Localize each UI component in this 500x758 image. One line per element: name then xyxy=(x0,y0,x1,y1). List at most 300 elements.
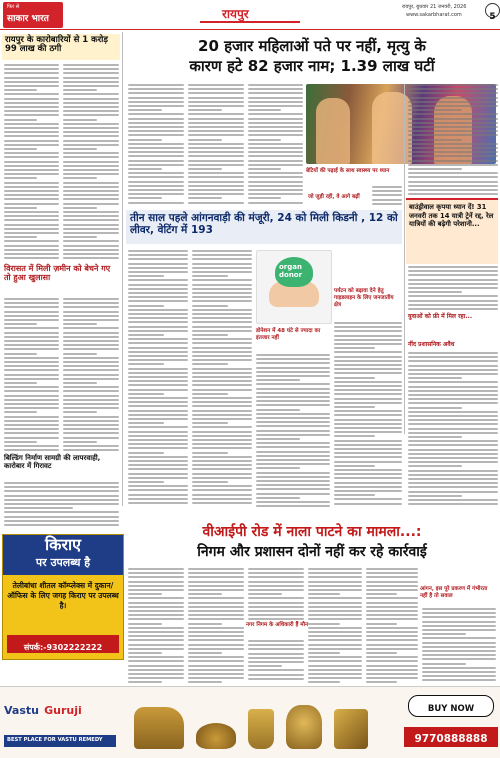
text-line xyxy=(128,489,188,491)
text-line xyxy=(192,334,228,336)
text-line xyxy=(63,315,119,317)
text-line xyxy=(334,461,402,463)
text-line xyxy=(128,669,184,671)
vastu-phone[interactable]: 9770888888 xyxy=(414,733,488,745)
text-line xyxy=(408,432,498,434)
brand-logo xyxy=(3,2,63,28)
text-line xyxy=(63,131,119,133)
text-line xyxy=(63,144,119,146)
text-line xyxy=(4,495,119,497)
text-line xyxy=(4,85,59,87)
text-line xyxy=(408,457,498,459)
text-line xyxy=(308,614,362,616)
text-line xyxy=(63,245,119,247)
text-line xyxy=(408,482,498,484)
text-line xyxy=(192,447,252,449)
text-line xyxy=(63,420,119,422)
anganwadi-subhead-2: पर्यटन को बढ़ावा देने हेतु गाइडलाइन के लिए जनजातीय क्षेत्र xyxy=(334,288,394,308)
text-line xyxy=(192,494,252,496)
text-line xyxy=(408,428,498,430)
text-line xyxy=(188,610,244,612)
text-line xyxy=(188,172,244,174)
anganwadi-subhead: डोनेशन में 48 घंटे से ज्यादा का इंतजार नहीं xyxy=(256,328,321,341)
text-line xyxy=(256,392,330,394)
text-line xyxy=(4,64,59,66)
text-line xyxy=(63,319,119,321)
rent-ad-contact-box[interactable] xyxy=(7,635,119,653)
text-line xyxy=(4,232,59,234)
text-line xyxy=(408,398,498,400)
main-headline xyxy=(127,36,497,78)
text-line xyxy=(63,169,119,171)
text-line xyxy=(188,585,244,587)
text-line xyxy=(63,298,119,300)
text-line xyxy=(256,501,330,503)
rent-ad[interactable] xyxy=(2,534,124,660)
text-line xyxy=(192,263,252,265)
text-line xyxy=(408,193,498,195)
text-line xyxy=(4,207,37,209)
text-line xyxy=(128,597,184,599)
text-line xyxy=(192,313,252,315)
text-line xyxy=(256,362,330,364)
text-line xyxy=(63,161,119,163)
text-line xyxy=(4,144,59,146)
text-line xyxy=(128,401,188,403)
text-line xyxy=(408,415,498,417)
text-line xyxy=(63,207,97,209)
text-line xyxy=(366,644,418,646)
text-line xyxy=(128,338,188,340)
text-line xyxy=(334,330,402,332)
text-line xyxy=(422,608,496,610)
donor-label: donor xyxy=(279,271,303,279)
text-line xyxy=(4,386,59,388)
text-line xyxy=(63,127,119,129)
text-line xyxy=(63,81,119,83)
text-line xyxy=(256,354,330,356)
text-line xyxy=(4,140,59,142)
text-line xyxy=(334,423,402,425)
text-line xyxy=(248,618,304,620)
text-line xyxy=(128,317,188,319)
left-story-3-headline: बिल्डिंग निर्माण सामग्री की लापरवाही, कारोबार में गिरावट xyxy=(4,454,101,470)
text-line xyxy=(63,382,97,384)
right-subhead: युवाओं को फ्री में मिल रहा... xyxy=(408,313,473,320)
text-line xyxy=(408,295,498,297)
text-line xyxy=(4,89,37,91)
text-line xyxy=(408,465,462,467)
text-line xyxy=(128,610,184,612)
text-line xyxy=(4,340,59,342)
text-line xyxy=(63,361,119,363)
text-line xyxy=(4,253,59,255)
text-line xyxy=(408,270,498,272)
text-line xyxy=(188,644,244,646)
text-line xyxy=(366,581,418,583)
text-line xyxy=(408,279,498,281)
text-line xyxy=(128,485,188,487)
text-line xyxy=(4,215,59,217)
text-line xyxy=(188,572,244,574)
text-line xyxy=(192,498,252,500)
text-line xyxy=(63,224,119,226)
text-line xyxy=(248,657,304,659)
left-story-1-headline: रायपुर के कारोबारियों से 1 करोड़ 99 लाख की ठगी xyxy=(5,35,108,55)
text-line xyxy=(188,656,244,658)
text-line xyxy=(334,351,402,353)
text-line xyxy=(192,435,252,437)
text-line xyxy=(334,414,402,416)
text-line xyxy=(128,275,164,277)
text-line xyxy=(128,185,184,187)
text-line xyxy=(422,642,496,644)
text-line xyxy=(4,524,119,526)
text-line xyxy=(128,677,184,679)
text-line xyxy=(408,164,498,166)
text-line xyxy=(63,148,97,150)
text-line xyxy=(422,667,496,669)
text-line xyxy=(4,203,59,205)
text-line xyxy=(128,267,188,269)
text-line xyxy=(63,68,119,70)
buy-now-button[interactable] xyxy=(408,695,494,717)
text-line xyxy=(308,589,362,591)
text-line xyxy=(408,118,498,120)
text-line xyxy=(188,181,244,183)
text-line xyxy=(128,368,188,370)
text-line xyxy=(192,376,252,378)
text-line xyxy=(188,88,244,90)
text-line xyxy=(128,681,162,683)
text-line xyxy=(63,257,119,259)
bottom-headline-line-1: वीआईपी रोड में नाला पाटने का मामला...: xyxy=(202,524,422,540)
text-line xyxy=(63,311,119,313)
text-line xyxy=(4,186,59,188)
rent-ad-contact[interactable]: संपर्क:-9302222222 xyxy=(23,643,103,652)
left-story-1-headline-box xyxy=(2,34,120,60)
text-line xyxy=(128,118,184,120)
text-line xyxy=(128,134,184,136)
text-line xyxy=(408,486,498,488)
text-line xyxy=(4,323,37,325)
text-line xyxy=(192,347,252,349)
text-line xyxy=(128,147,184,149)
text-line xyxy=(188,164,244,166)
text-line xyxy=(188,130,244,132)
text-line xyxy=(63,249,119,251)
text-line xyxy=(188,105,244,107)
text-line xyxy=(192,439,252,441)
anganwadi-subhead-box xyxy=(256,328,330,350)
text-line xyxy=(128,372,188,374)
text-line xyxy=(128,481,164,483)
text-line xyxy=(128,330,188,332)
text-line xyxy=(248,122,303,124)
text-line xyxy=(63,173,119,175)
text-line xyxy=(248,168,281,170)
text-line xyxy=(4,131,59,133)
text-line xyxy=(308,639,362,641)
text-line xyxy=(366,669,418,671)
text-line xyxy=(408,386,498,388)
text-line xyxy=(248,130,303,132)
text-line xyxy=(334,377,375,379)
vastu-ad[interactable] xyxy=(0,686,500,758)
text-line xyxy=(192,410,252,412)
text-line xyxy=(63,232,119,234)
text-line xyxy=(256,404,330,406)
text-line xyxy=(63,182,119,184)
text-line xyxy=(128,631,184,633)
text-line xyxy=(63,378,119,380)
text-line xyxy=(128,113,184,115)
vastu-brand-2: Guruji xyxy=(44,704,82,717)
text-line xyxy=(308,568,362,570)
text-line xyxy=(192,380,252,382)
text-line xyxy=(192,330,252,332)
text-line xyxy=(408,411,498,413)
text-line xyxy=(188,197,222,199)
text-line xyxy=(334,448,402,450)
text-line xyxy=(192,355,252,357)
text-line xyxy=(408,105,498,107)
text-line xyxy=(128,435,188,437)
text-line xyxy=(128,197,162,199)
text-line xyxy=(422,658,496,660)
text-line xyxy=(308,585,362,587)
text-line xyxy=(422,629,496,631)
text-line xyxy=(128,292,188,294)
text-line xyxy=(408,151,498,153)
text-line xyxy=(408,287,498,289)
text-line xyxy=(4,224,59,226)
text-line xyxy=(4,98,59,100)
subhead-2-box xyxy=(308,192,368,200)
text-line xyxy=(422,675,496,677)
text-line xyxy=(248,84,303,86)
text-line xyxy=(4,365,59,367)
photo-figure-2 xyxy=(372,92,412,164)
text-line xyxy=(188,606,244,608)
text-line xyxy=(422,621,496,623)
subhead-2: जो जुड़ी रही, वे आगे बढ़ीं xyxy=(308,194,360,200)
text-line xyxy=(192,351,252,353)
vastu-brand: Vastu xyxy=(4,704,39,717)
text-line xyxy=(188,109,222,111)
text-line xyxy=(188,84,244,86)
text-line xyxy=(63,302,119,304)
text-line xyxy=(188,151,244,153)
vastu-phone-box[interactable] xyxy=(404,727,498,747)
bottom-side-box xyxy=(420,586,498,604)
text-line xyxy=(63,140,119,142)
text-line xyxy=(128,443,188,445)
text-line xyxy=(366,648,418,650)
text-line xyxy=(192,502,252,504)
text-line xyxy=(334,431,402,433)
text-line xyxy=(128,623,162,625)
text-line xyxy=(408,160,498,162)
text-line xyxy=(128,660,184,662)
text-line xyxy=(308,602,362,604)
text-line xyxy=(248,597,304,599)
organ-donor-graphic xyxy=(256,250,332,324)
text-line xyxy=(128,644,184,646)
anganwadi-subhead-2-box xyxy=(334,288,402,318)
text-line xyxy=(4,482,119,484)
text-line xyxy=(128,593,162,595)
text-line xyxy=(128,452,164,454)
text-line xyxy=(408,419,498,421)
text-line xyxy=(192,372,252,374)
text-line xyxy=(248,648,304,650)
text-line xyxy=(248,202,303,204)
text-line xyxy=(366,631,418,633)
product-lamp-icon xyxy=(248,709,274,749)
text-line xyxy=(408,109,462,111)
text-line xyxy=(408,274,498,276)
text-line xyxy=(128,151,184,153)
text-line xyxy=(63,190,119,192)
text-line xyxy=(128,130,184,132)
text-line xyxy=(4,344,59,346)
text-line xyxy=(248,164,303,166)
text-line xyxy=(128,635,184,637)
text-line xyxy=(63,85,119,87)
text-line xyxy=(248,118,303,120)
text-line xyxy=(334,389,402,391)
text-line xyxy=(308,627,362,629)
text-line xyxy=(422,671,496,673)
vastu-tagline: BEST PLACE FOR VASTU REMEDY xyxy=(7,737,103,743)
text-line xyxy=(192,477,252,479)
text-line xyxy=(4,374,59,376)
text-line xyxy=(308,673,362,675)
text-line xyxy=(372,199,402,201)
text-line xyxy=(63,165,119,167)
buy-now-label[interactable]: BUY NOW xyxy=(427,704,475,714)
text-line xyxy=(63,344,119,346)
text-line xyxy=(4,499,119,501)
text-line xyxy=(248,665,282,667)
text-line xyxy=(366,618,418,620)
text-line xyxy=(63,395,119,397)
text-line xyxy=(188,118,244,120)
text-line xyxy=(248,143,303,145)
text-line xyxy=(248,109,281,111)
text-line xyxy=(256,409,300,411)
text-line xyxy=(248,155,303,157)
text-line xyxy=(408,373,498,375)
text-line xyxy=(4,110,59,112)
text-line xyxy=(408,189,498,191)
text-line xyxy=(422,616,496,618)
text-line xyxy=(128,393,164,395)
text-line xyxy=(128,648,184,650)
text-line xyxy=(192,452,228,454)
rent-ad-title-2: पर उपलब्ध है xyxy=(35,556,91,569)
text-line xyxy=(128,279,188,281)
text-line xyxy=(334,498,402,500)
text-line xyxy=(128,581,184,583)
text-line xyxy=(248,193,303,195)
text-line xyxy=(128,263,188,265)
text-line xyxy=(192,359,252,361)
text-line xyxy=(192,300,252,302)
text-line xyxy=(128,250,188,252)
text-line xyxy=(63,152,119,154)
text-line xyxy=(248,661,304,663)
text-line xyxy=(248,593,282,595)
left-story-2-headline-box xyxy=(2,263,120,291)
text-line xyxy=(4,182,59,184)
text-line xyxy=(128,572,184,574)
text-line xyxy=(4,416,59,418)
text-line xyxy=(128,464,188,466)
text-line xyxy=(188,147,244,149)
text-line xyxy=(128,288,188,290)
text-line xyxy=(128,460,188,462)
website[interactable]: www.sakarbharat.com xyxy=(406,12,462,18)
text-line xyxy=(256,472,330,474)
text-line xyxy=(408,499,498,501)
text-line xyxy=(408,300,498,302)
text-line xyxy=(4,486,119,488)
text-line xyxy=(256,417,330,419)
text-line xyxy=(128,284,188,286)
text-line xyxy=(422,654,496,656)
text-line xyxy=(188,176,244,178)
text-line xyxy=(63,194,119,196)
text-line xyxy=(128,97,184,99)
text-line xyxy=(128,160,184,162)
text-line xyxy=(192,456,252,458)
text-line xyxy=(128,389,188,391)
text-line xyxy=(256,400,330,402)
text-line xyxy=(128,189,184,191)
text-line xyxy=(192,389,252,391)
text-line xyxy=(408,356,498,358)
text-line xyxy=(63,336,119,338)
text-line xyxy=(188,185,244,187)
text-line xyxy=(366,652,397,654)
text-line xyxy=(63,416,119,418)
text-line xyxy=(248,101,303,103)
text-line xyxy=(4,361,59,363)
text-line xyxy=(128,105,184,107)
text-line xyxy=(4,437,59,439)
text-line xyxy=(248,185,303,187)
text-line xyxy=(4,190,59,192)
text-line xyxy=(334,456,402,458)
text-line xyxy=(334,427,402,429)
text-line xyxy=(256,455,330,457)
text-line xyxy=(128,576,184,578)
text-line xyxy=(188,677,244,679)
text-line xyxy=(408,423,498,425)
text-line xyxy=(192,443,252,445)
text-line xyxy=(4,165,59,167)
text-line xyxy=(192,317,252,319)
text-line xyxy=(192,250,252,252)
left-story-3-headline-box xyxy=(2,454,120,478)
text-line xyxy=(192,258,252,260)
text-line xyxy=(192,393,228,395)
text-line xyxy=(188,113,244,115)
text-line xyxy=(248,160,303,162)
text-line xyxy=(128,172,184,174)
